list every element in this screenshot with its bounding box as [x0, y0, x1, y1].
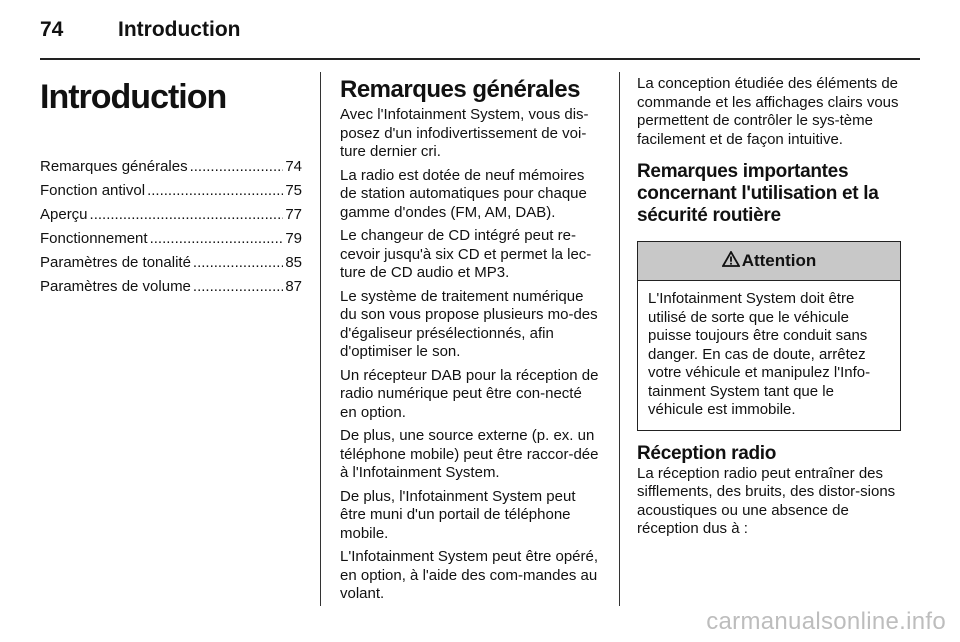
- toc-page-number: 75: [285, 182, 302, 199]
- general-remarks-column: [340, 72, 602, 609]
- toc-entry-apercu[interactable]: [40, 206, 302, 230]
- paragraph-continuation: La conception étudiée des éléments de commande et les affichages clairs vous permettent de contrôler le sys-tème facilement et de façon intuitive.: [637, 75, 899, 148]
- watermark: carmanualsonline.info: [706, 608, 946, 635]
- right-column: [637, 72, 901, 544]
- toc-page-number: 74: [285, 158, 302, 175]
- toc-entry-fonction-antivol[interactable]: [40, 182, 302, 206]
- toc-page-number: 85: [285, 254, 302, 271]
- toc-page-number: 79: [285, 230, 302, 247]
- warning-title: Attention: [741, 251, 817, 270]
- column-divider-left: [320, 72, 321, 606]
- toc-label: Paramètres de tonalité: [40, 254, 191, 271]
- running-title: Introduction: [118, 18, 241, 41]
- header-rule: [40, 58, 920, 60]
- section-heading-safety: Remarques importantes concernant l'utilisation et la sécurité routière: [637, 161, 879, 226]
- column-divider-right: [619, 72, 620, 606]
- toc-label: Fonctionnement: [40, 230, 148, 247]
- toc-leader: [193, 254, 283, 271]
- page-number: 74: [40, 18, 64, 41]
- warning-box: [637, 241, 901, 431]
- warning-triangle-icon: [722, 251, 740, 272]
- paragraph: De plus, une source externe (p. ex. un téléphone mobile) peut être raccor-dée à l'Infotainment System.: [340, 427, 599, 481]
- paragraph: L'Infotainment System peut être opéré, en option, à l'aide des com-mandes au volant.: [340, 548, 599, 602]
- paragraph: Avec l'Infotainment System, vous dis-posez d'un infodivertissement de voi-ture dernier cri.: [340, 106, 589, 160]
- toc-leader: [150, 230, 284, 247]
- paragraph: Un récepteur DAB pour la réception de radio numérique peut être con-necté en option.: [340, 366, 599, 421]
- warning-text: L'Infotainment System doit être utilisé de sorte que le véhicule puisse toujours être conduit sans danger. En cas de doute, arrêtez votre véhicule et manipulez l'Info-tainment System tant que le véhicule est immobile.: [648, 290, 871, 418]
- paragraph: Le changeur de CD intégré peut re-cevoir jusqu'à six CD et permet la lec-ture de CD audio et MP3.: [340, 227, 592, 281]
- toc-entry-parametres-volume[interactable]: [40, 278, 302, 302]
- page-header: [40, 18, 920, 54]
- toc-leader: [90, 206, 284, 223]
- section-heading-general: Remarques générales: [340, 76, 580, 103]
- paragraph: De plus, l'Infotainment System peut être muni d'un portail de téléphone mobile.: [340, 487, 576, 542]
- paragraph: La réception radio peut entraîner des sifflements, des bruits, des distor-sions acoustiques ou une absence de réception dus à :: [637, 464, 896, 537]
- chapter-title: Introduction: [40, 78, 227, 116]
- toc-entry-remarques-generales[interactable]: [40, 158, 302, 182]
- toc-leader: [147, 182, 283, 199]
- toc-label: Remarques générales: [40, 158, 188, 175]
- warning-body: [638, 281, 900, 430]
- toc-label: Aperçu: [40, 206, 88, 223]
- toc-column: [40, 72, 302, 302]
- toc-page-number: 87: [285, 278, 302, 295]
- table-of-contents: [40, 158, 302, 302]
- toc-page-number: 77: [285, 206, 302, 223]
- toc-label: Paramètres de volume: [40, 278, 191, 295]
- toc-leader: [190, 158, 284, 175]
- toc-leader: [193, 278, 283, 295]
- section-heading-radio: Réception radio: [637, 442, 777, 464]
- paragraph: Le système de traitement numérique du son vous propose plusieurs mo-des d'égaliseur présélectionnés, afin d'optimiser le son.: [340, 287, 598, 360]
- toc-entry-parametres-tonalite[interactable]: [40, 254, 302, 278]
- toc-label: Fonction antivol: [40, 182, 146, 199]
- paragraph: La radio est dotée de neuf mémoires de station automatiques pour chaque gamme d'ondes (FM, AM, DAB).: [340, 166, 587, 221]
- warning-header: [638, 242, 900, 281]
- toc-entry-fonctionnement[interactable]: [40, 230, 302, 254]
